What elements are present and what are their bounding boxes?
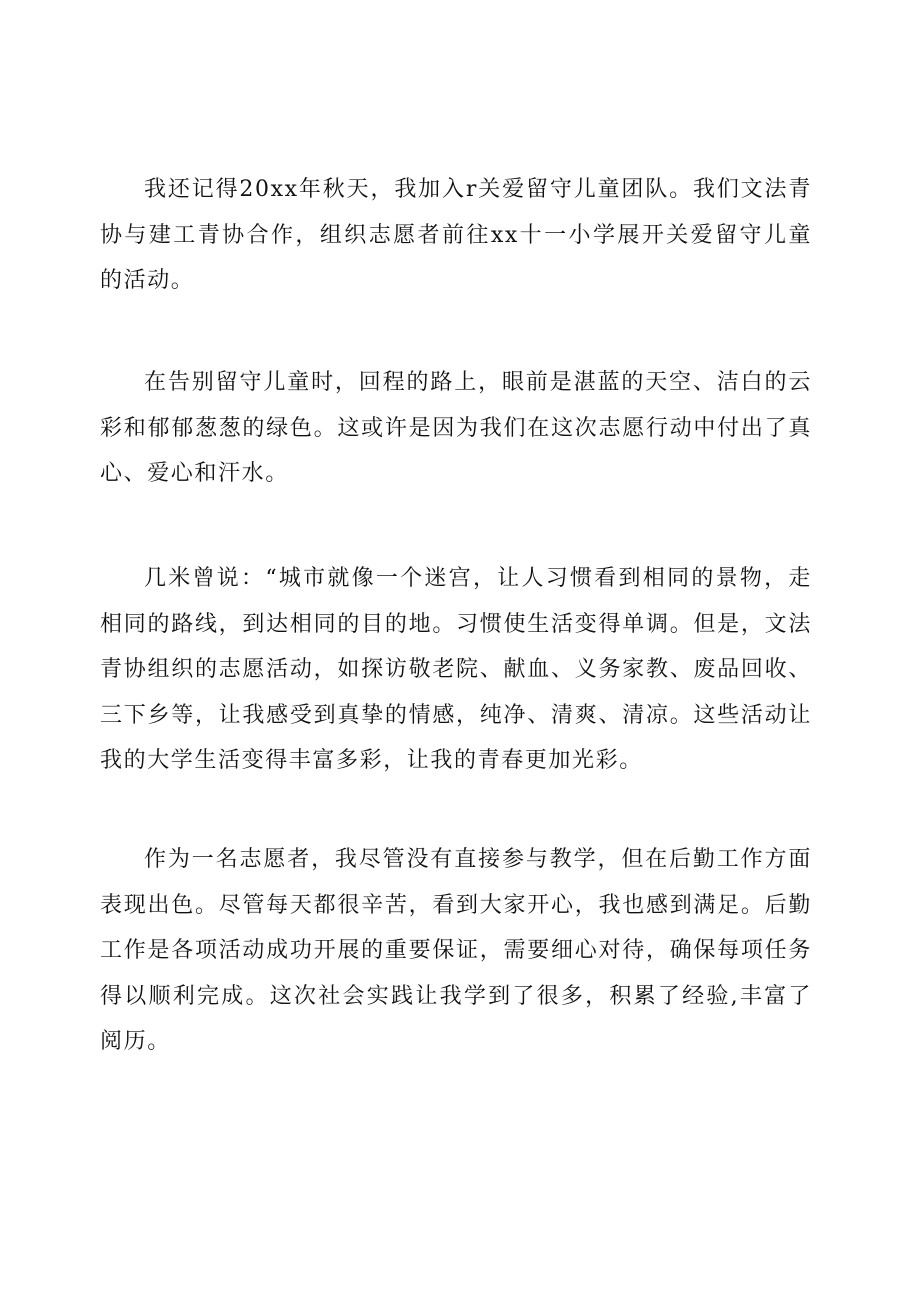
paragraph-jimmy-quote: 几米曾说：“城市就像一个迷宫，让人习惯看到相同的景物，走相同的路线，到达相同的目的地。习惯使生活变得单调。但是，文法青协组织的志愿活动，如探访敬老院、献血、义务家教、废品回收、三下乡等，让我感受到真挚的情感，纯净、清爽、清凉。这些活动让我的大学生活变得丰富多彩，让我的青春更加光彩。	[100, 566, 812, 773]
paragraph-logistics-work: 作为一名志愿者，我尽管没有直接参与教学，但在后勤工作方面表现出色。尽管每天都很辛苦，看到大家开心，我也感到满足。后勤工作是各项活动成功开展的重要保证，需要细心对待，确保每项任务得以顺利完成。这次社会实践让我学到了很多，积累了经验,丰富了阅历。	[100, 847, 812, 1054]
paragraph-return-journey: 在告别留守儿童时，回程的路上，眼前是湛蓝的天空、洁白的云彩和郁郁葱葱的绿色。这或许是因为我们在这次志愿行动中付出了真心、爱心和汗水。	[100, 370, 812, 486]
paragraph-volunteer-team: 我还记得20xx年秋天，我加入r关爱留守儿童团队。我们文法青协与建工青协合作，组织志愿者前往xx十一小学展开关爱留守儿童的活动。	[100, 177, 812, 293]
